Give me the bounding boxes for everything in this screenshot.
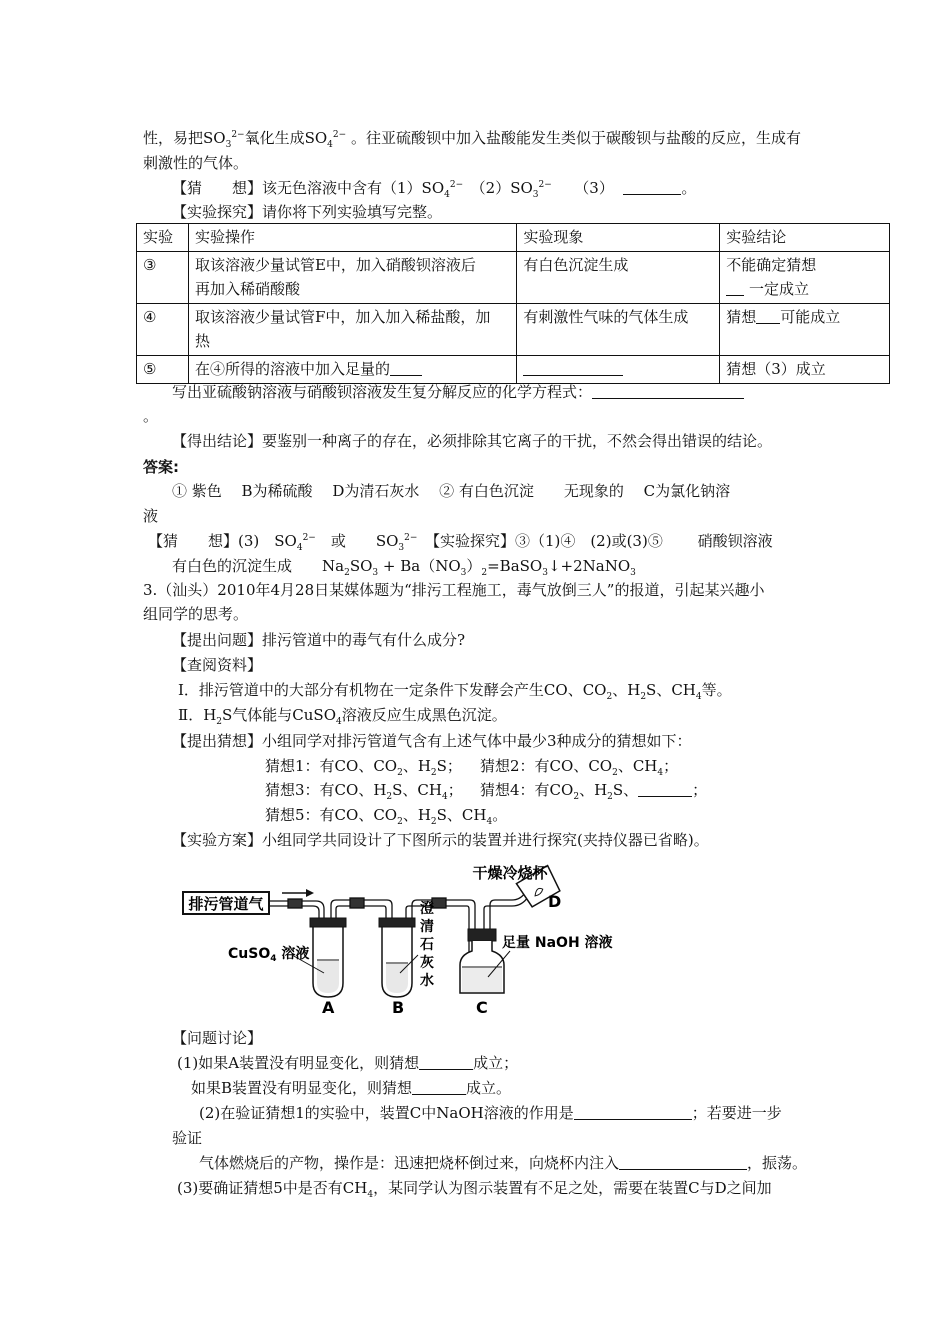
reagent-blank[interactable] bbox=[390, 361, 422, 376]
discussion-2c-blank[interactable] bbox=[619, 1155, 747, 1170]
answer-line-2: 液 bbox=[143, 507, 159, 525]
answer-title: 答案: bbox=[143, 458, 179, 476]
conclusion-blank[interactable] bbox=[756, 309, 780, 324]
discussion-2b: 验证 bbox=[172, 1129, 203, 1147]
q3-info-2: Ⅱ．$H_2S$气体能与CuSO$_4$溶液反应生成黑色沉淀。 bbox=[178, 706, 507, 727]
q3-hypothesis: 【提出猜想】小组同学对排污管道气含有上述气体中最少3种成分的猜想如下： bbox=[172, 732, 692, 750]
guess-4: 猜想4：有$CO_2$、$H_2S$、 ； bbox=[480, 781, 708, 802]
table-header: 实验结论 bbox=[720, 224, 890, 252]
svg-text:灰: 灰 bbox=[420, 955, 434, 971]
q3-line-1: 3.（汕头）2010年4月28日某媒体题为“排污工程施工，毒气放倒三人”的报道，引起某兴趣小 bbox=[143, 581, 765, 599]
gas-label: 排污管道气 bbox=[188, 895, 264, 913]
guess-3: 猜想3：有CO、$H_2S$、$CH_4$； bbox=[265, 781, 463, 802]
equation-blank[interactable] bbox=[592, 384, 744, 399]
answer-line-3: 【猜 想】(3) $SO_4^{2-}$ 或 $SO_3^{2-}$ 【实验探究】③（1)④ (2)或(3)⑤ 硝酸钡溶液 bbox=[148, 532, 773, 553]
intro-line-1: 性，易把$SO_3^{2-}$氧化生成$SO_4^{2-}$ 。往亚硫酸钡中加入盐酸能发生类似于碳酸钡与盐酸的反应，生成有 bbox=[143, 129, 801, 150]
discussion-1: (1)如果A装置没有明显变化，则猜想 成立； bbox=[177, 1054, 519, 1072]
q3-plan: 【实验方案】小组同学共同设计了下图所示的装置并进行探究(夹持仪器已省略)。 bbox=[172, 831, 709, 849]
svg-text:清: 清 bbox=[420, 919, 434, 935]
q3-ask: 【提出问题】排污管道中的毒气有什么成分? bbox=[172, 631, 466, 649]
cuso4-label: CuSO$_4$ 溶液 bbox=[228, 946, 310, 964]
table-row: ④ 取该溶液少量试管F中，加入加入稀盐酸，加 热 有刺激性气味的气体生成 猜想 可能成立 bbox=[137, 304, 890, 356]
equation-question: 写出亚硫酸钠溶液与硝酸钡溶液发生复分解反应的化学方程式： bbox=[172, 382, 744, 402]
guess-4-blank[interactable] bbox=[638, 782, 692, 797]
phenomenon-blank[interactable] bbox=[523, 361, 623, 376]
experiment-table bbox=[136, 223, 890, 384]
svg-text:澄: 澄 bbox=[420, 901, 434, 917]
table-row: ⑤ 在④所得的溶液中加入足量的 猜想（3）成立 bbox=[137, 356, 890, 384]
table-row: ③ 取该溶液少量试管E中，加入硝酸钡溶液后 再加入稀硝酸酸 有白色沉淀生成 不能确定猜想 一定成立 bbox=[137, 252, 890, 304]
c-label: C bbox=[476, 998, 488, 1017]
answer-line-4: 有白色的沉淀生成 $Na_2SO_3$ + $Ba(NO_3)_2=BaSO_3↓+2NaNO_3$ bbox=[172, 557, 636, 578]
table-header: 实验 bbox=[137, 224, 189, 252]
guess-line: 【猜 想】该无色溶液中含有$(1)SO_4^{2-}$ $(2)SO_3^{2-}$ （3） 。 bbox=[172, 179, 697, 200]
discussion-1-blank[interactable] bbox=[419, 1055, 473, 1070]
table-header: 实验现象 bbox=[517, 224, 720, 252]
q3-line-2: 组同学的思考。 bbox=[143, 605, 249, 623]
svg-text:石: 石 bbox=[420, 937, 434, 953]
a-label: A bbox=[322, 998, 335, 1017]
d-label: D bbox=[548, 892, 562, 911]
discussion-2-blank[interactable] bbox=[574, 1105, 692, 1120]
equation-end: 。 bbox=[143, 407, 159, 425]
answer-line-1: ① 紫色 B为稀硫酸 D为清石灰水 ② 有白色沉淀 无现象的 C为氯化钠溶 bbox=[172, 482, 731, 500]
q3-info: 【查阅资料】 bbox=[172, 656, 263, 674]
discussion-title: 【问题讨论】 bbox=[172, 1029, 263, 1047]
guess-5: 猜想5：有CO、$CO_2$、$H_2S$、$CH_4$。 bbox=[265, 806, 508, 827]
guess-blank[interactable] bbox=[623, 180, 681, 195]
discussion-1b-blank[interactable] bbox=[412, 1080, 466, 1095]
explore-line: 【实验探究】请你将下列实验填写完整。 bbox=[172, 203, 443, 221]
conclusion-blank[interactable] bbox=[726, 281, 744, 296]
table-header: 实验操作 bbox=[188, 224, 516, 252]
discussion-3: (3)要确证猜想5中是否有$CH_4$，某同学认为图示装置有不足之处，需要在装置C与D之间加 bbox=[177, 1179, 772, 1200]
naoh-label: 足量 NaOH 溶液 bbox=[502, 935, 613, 951]
b-label: B bbox=[392, 998, 405, 1017]
table-header-row bbox=[137, 224, 890, 252]
limewater-label bbox=[420, 900, 434, 989]
tube-a bbox=[310, 918, 346, 997]
intro-line-2: 刺激性的气体。 bbox=[143, 154, 249, 172]
cup-label: 干燥冷烧杯 bbox=[472, 864, 548, 882]
tube-b bbox=[379, 918, 415, 997]
guess-1: 猜想1：有CO、$CO_2$、$H_2S$； bbox=[265, 757, 462, 778]
svg-text:水: 水 bbox=[420, 973, 434, 989]
q3-info-1: I．排污管道中的大部分有机物在一定条件下发酵会产生CO、$CO_2$、$H_2S$、$CH_4$等。 bbox=[178, 681, 732, 702]
discussion-2: (2)在验证猜想1的实验中，装置C中NaOH溶液的作用是 ；若要进一步 bbox=[199, 1104, 782, 1122]
bottle-c bbox=[460, 929, 504, 993]
discussion-2c: 气体燃烧后的产物，操作是：迅速把烧杯倒过来，向烧杯内注入 ，振荡。 bbox=[199, 1154, 808, 1172]
flow-arrow-head bbox=[306, 889, 314, 897]
guess-2: 猜想2：有CO、$CO_2$、$CH_4$； bbox=[480, 757, 679, 778]
discussion-1b: 如果B装置没有明显变化，则猜想 成立。 bbox=[191, 1079, 512, 1097]
conclusion-line: 【得出结论】要鉴别一种离子的存在，必须排除其它离子的干扰，不然会得出错误的结论。 bbox=[172, 432, 773, 450]
apparatus-diagram bbox=[180, 855, 640, 1020]
